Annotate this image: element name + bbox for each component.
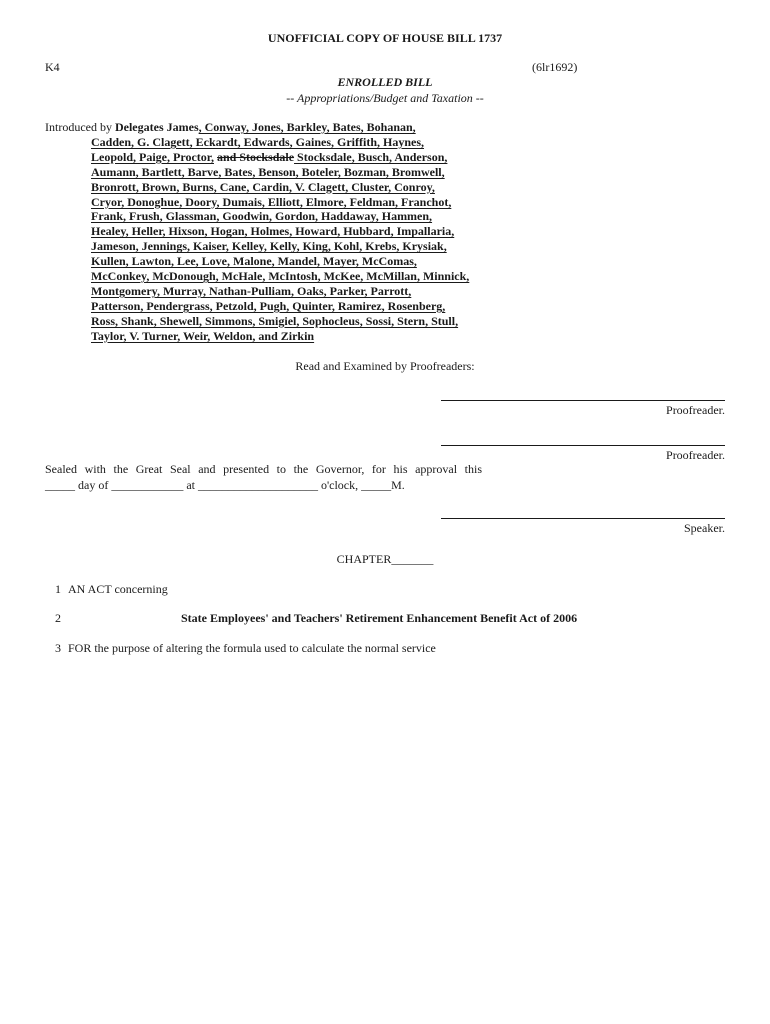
chapter-heading: CHAPTER_______ [336,552,434,566]
sponsors-line: Ross, Shank, Shewell, Simmons, Smigiel, Sophocleus, Sossi, Stern, Stull, [91,313,459,328]
act-concerning: AN ACT concerning [68,582,168,596]
sponsors-line: McConkey, McDonough, McHale, McIntosh, McKee, McMillan, Minnick, [91,269,470,284]
sponsors-line: Jameson, Jennings, Kaiser, Kelley, Kelly, King, Kohl, Krebs, Krysiak, [91,239,447,254]
drafting-code: (6lr1692) [532,60,578,74]
enrolled-bill-label: ENROLLED BILL [337,75,433,89]
sponsors-line: Bronrott, Brown, Burns, Cane, Cardin, V. Clagett, Cluster, Conroy, [91,179,435,194]
sponsors-line: Healey, Heller, Hixson, Hogan, Holmes, Howard, Hubbard, Impallaria, [91,224,455,239]
sponsors-line: Cryor, Donoghue, Doory, Dumais, Elliott, Elmore, Feldman, Franchot, [91,194,452,209]
act-short-title: State Employees' and Teachers' Retirement Enhancement Benefit Act of 2006 [181,611,578,625]
sponsors-line: Kullen, Lawton, Lee, Love, Malone, Mandel, Mayer, McComas, [91,254,417,269]
committee-label: -- Appropriations/Budget and Taxation -- [286,91,484,105]
proofreader-signature-line-2 [441,445,725,446]
sealed-date-blanks: _____ day of ____________ at ____________________ o'clock, _____M. [45,478,405,492]
sponsors-line: Montgomery, Murray, Nathan-Pulliam, Oaks, Parker, Parrott, [91,283,412,298]
line-number: 3 [55,641,61,655]
sponsors-line: Cadden, G. Clagett, Eckardt, Edwards, Gaines, Griffith, Haynes, [91,134,425,149]
sponsors-line [45,150,515,165]
document-title: UNOFFICIAL COPY OF HOUSE BILL 1737 [267,31,503,45]
struck-sponsors: and Stocksdale [217,149,295,164]
added-sponsors: Stocksdale, Busch, Anderson, [294,149,448,164]
proofreader-signature-line-1 [441,400,725,401]
added-sponsors: , Conway, Jones, Barkley, Bates, Bohanan, [198,120,416,134]
sponsors-line: Frank, Frush, Glassman, Goodwin, Gordon, Haddaway, Hammen, [91,209,433,224]
lead-sponsor: Delegates James [114,120,199,134]
speaker-signature-line [441,518,725,519]
classification-code: K4 [45,60,60,74]
line-number: 2 [55,611,61,625]
sponsors-block [45,120,515,344]
proofreaders-heading: Read and Examined by Proofreaders: [295,359,475,373]
proofreader-label-1: Proofreader. [666,403,725,417]
speaker-label: Speaker. [684,521,725,535]
proofreader-label-2: Proofreader. [666,448,725,462]
introduced-by-label: Introduced by [45,120,115,134]
line-number: 1 [55,582,61,596]
purpose-paragraph: FOR the purpose of altering the formula used to calculate the normal service [68,641,436,655]
sponsors-line: Taylor, V. Turner, Weir, Weldon, and Zirkin [91,328,315,343]
sponsors-line: Patterson, Pendergrass, Petzold, Pugh, Quinter, Ramirez, Rosenberg, [91,298,446,313]
sealed-statement: Sealed with the Great Seal and presented to the Governor, for his approval this [45,462,482,476]
sponsors-line: Aumann, Bartlett, Barve, Bates, Benson, Boteler, Bozman, Bromwell, [91,164,445,179]
sponsors-line [45,120,515,135]
added-sponsors: Leopold, Paige, Proctor, [91,149,214,164]
